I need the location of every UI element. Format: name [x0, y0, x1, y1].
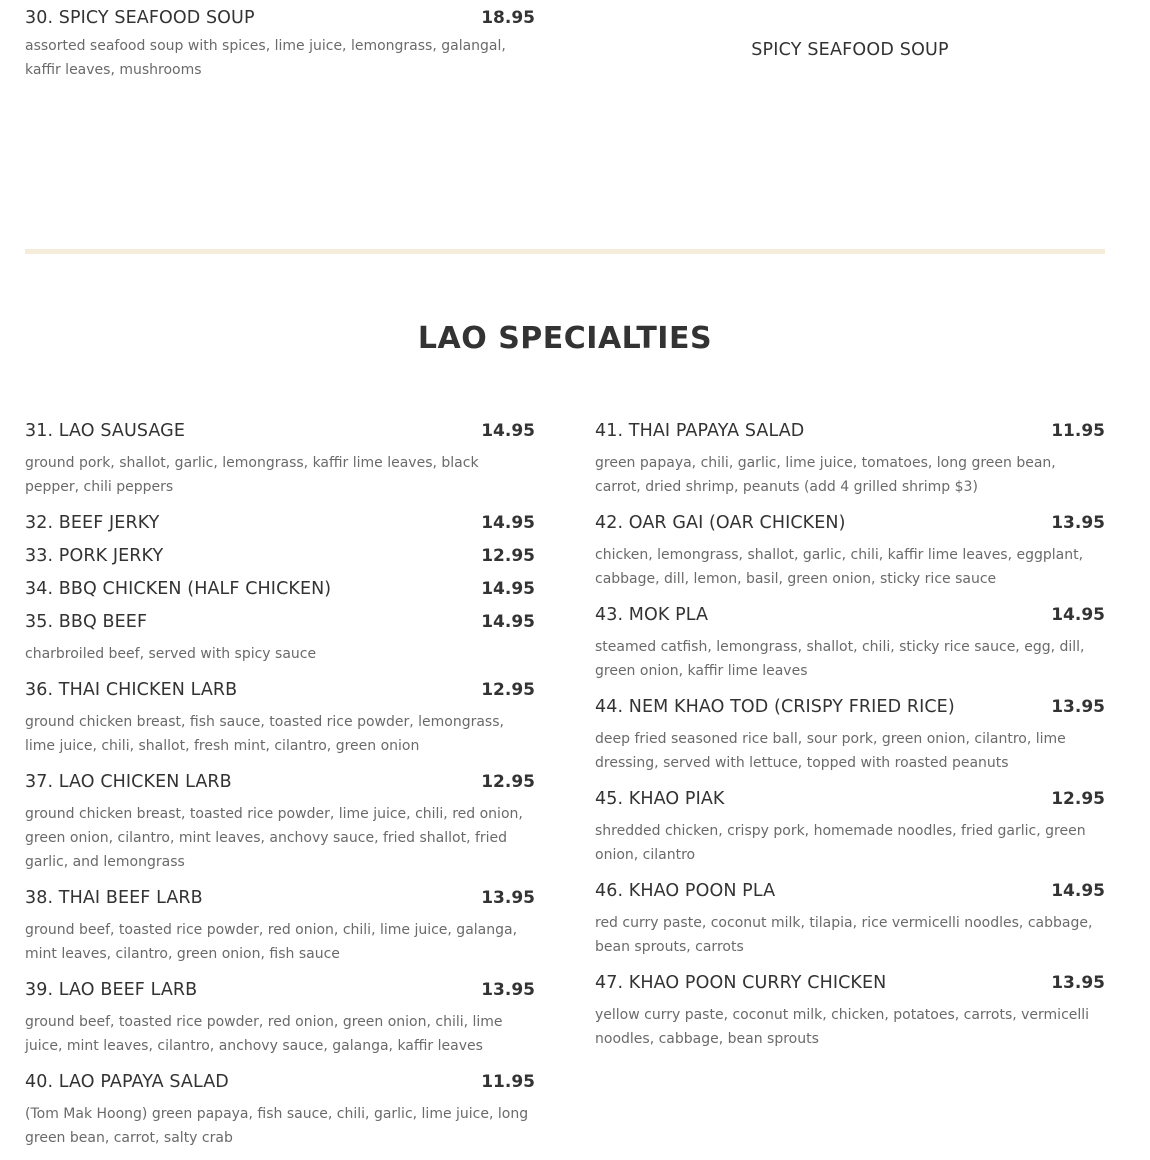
item-price: 14.95	[481, 579, 535, 599]
item-name: 37. LAO CHICKEN LARB	[25, 772, 232, 792]
item-price: 13.95	[1051, 973, 1105, 993]
item-price: 14.95	[481, 612, 535, 632]
menu-item	[25, 542, 535, 570]
item-name: 34. BBQ CHICKEN (HALF CHICKEN)	[25, 579, 332, 599]
item-description: ground beef, toasted rice powder, red onion, chili, lime juice, galanga, mint leaves, cilantro, green onion, fish sauce	[25, 922, 518, 962]
menu-item	[25, 884, 535, 966]
item-header	[595, 693, 1105, 721]
menu-column-right	[595, 417, 1105, 1061]
item-price: 14.95	[481, 513, 535, 533]
item-name: 43. MOK PLA	[595, 605, 709, 625]
item-price: 18.95	[481, 8, 535, 28]
item-header	[25, 676, 535, 704]
item-description: ground pork, shallot, garlic, lemongrass, kaffir lime leaves, black pepper, chili peppers	[25, 455, 479, 495]
item-header	[25, 976, 535, 1004]
featured-dish-caption: SPICY SEAFOOD SOUP	[751, 40, 949, 60]
item-price: 13.95	[1051, 697, 1105, 717]
item-header	[595, 877, 1105, 905]
menu-item	[595, 417, 1105, 499]
menu-item	[595, 785, 1105, 867]
item-header	[25, 768, 535, 796]
item-description: chicken, lemongrass, shallot, garlic, chili, kaffir lime leaves, eggplant, cabbage, dill, lemon, basil, green onion, sticky rice sauce	[595, 547, 1084, 587]
item-price: 14.95	[481, 421, 535, 441]
item-description: assorted seafood soup with spices, lime juice, lemongrass, galangal, kaffir leaves, mushrooms	[25, 38, 506, 78]
item-header	[25, 1068, 535, 1096]
item-name: 47. KHAO POON CURRY CHICKEN	[595, 973, 887, 993]
item-name: 41. THAI PAPAYA SALAD	[595, 421, 805, 441]
item-header	[595, 601, 1105, 629]
item-name: 33. PORK JERKY	[25, 546, 164, 566]
menu-item	[595, 601, 1105, 683]
item-header	[25, 608, 535, 636]
item-name: 39. LAO BEEF LARB	[25, 980, 198, 1000]
section-divider	[25, 249, 1105, 254]
item-header	[595, 969, 1105, 997]
item-description: ground chicken breast, toasted rice powder, lime juice, chili, red onion, green onion, cilantro, mint leaves, anchovy sauce, fried shallot, fried garlic, and lemongrass	[25, 806, 523, 870]
section-title: LAO SPECIALTIES	[417, 321, 713, 356]
item-header	[25, 884, 535, 912]
item-name: 45. KHAO PIAK	[595, 789, 725, 809]
menu-item	[25, 608, 535, 666]
item-name: 31. LAO SAUSAGE	[25, 421, 185, 441]
item-price: 11.95	[481, 1072, 535, 1092]
item-description: red curry paste, coconut milk, tilapia, rice vermicelli noodles, cabbage, bean sprouts, carrots	[595, 915, 1093, 955]
item-header	[595, 785, 1105, 813]
menu-item	[595, 969, 1105, 1051]
item-name: 46. KHAO POON PLA	[595, 881, 776, 901]
item-name: 38. THAI BEEF LARB	[25, 888, 203, 908]
item-price: 12.95	[481, 680, 535, 700]
item-description: green papaya, chili, garlic, lime juice, tomatoes, long green bean, carrot, dried shrimp, peanuts (add 4 grilled shrimp $3)	[595, 455, 1056, 495]
item-header	[25, 509, 535, 537]
item-price: 13.95	[481, 888, 535, 908]
item-header	[25, 542, 535, 570]
menu-item-30	[25, 8, 535, 82]
item-header	[595, 509, 1105, 537]
menu-item	[25, 417, 535, 499]
menu-column-left	[25, 417, 535, 1160]
item-header	[25, 8, 535, 28]
item-price: 11.95	[1051, 421, 1105, 441]
item-description: (Tom Mak Hoong) green papaya, fish sauce, chili, garlic, lime juice, long green bean, carrot, salty crab	[25, 1106, 529, 1146]
item-price: 14.95	[1051, 881, 1105, 901]
item-description: shredded chicken, crispy pork, homemade noodles, fried garlic, green onion, cilantro	[595, 823, 1086, 863]
item-name: 42. OAR GAI (OAR CHICKEN)	[595, 513, 846, 533]
item-name: 35. BBQ BEEF	[25, 612, 148, 632]
item-price: 12.95	[481, 772, 535, 792]
item-name: 30. SPICY SEAFOOD SOUP	[25, 8, 255, 28]
item-price: 14.95	[1051, 605, 1105, 625]
item-description: ground beef, toasted rice powder, red onion, green onion, chili, lime juice, mint leaves, cilantro, anchovy sauce, galanga, kaffir leaves	[25, 1014, 503, 1054]
menu-item	[25, 1068, 535, 1150]
item-name: 32. BEEF JERKY	[25, 513, 160, 533]
menu-item	[595, 877, 1105, 959]
item-description: yellow curry paste, coconut milk, chicken, potatoes, carrots, vermicelli noodles, cabbage, bean sprouts	[595, 1007, 1090, 1047]
item-description: charbroiled beef, served with spicy sauce	[25, 646, 317, 662]
menu-item	[25, 976, 535, 1058]
item-price: 13.95	[1051, 513, 1105, 533]
menu-item	[25, 676, 535, 758]
menu-item	[25, 768, 535, 874]
item-price: 13.95	[481, 980, 535, 1000]
item-header	[25, 417, 535, 445]
item-name: 40. LAO PAPAYA SALAD	[25, 1072, 229, 1092]
item-description: steamed catfish, lemongrass, shallot, chili, sticky rice sauce, egg, dill, green onion, kaffir lime leaves	[595, 639, 1085, 679]
item-price: 12.95	[481, 546, 535, 566]
item-name: 36. THAI CHICKEN LARB	[25, 680, 238, 700]
menu-item	[25, 509, 535, 537]
menu-item	[595, 693, 1105, 775]
item-header	[25, 575, 535, 603]
item-price: 12.95	[1051, 789, 1105, 809]
menu-item	[595, 509, 1105, 591]
item-header	[595, 417, 1105, 445]
item-description: ground chicken breast, fish sauce, toasted rice powder, lemongrass, lime juice, chili, shallot, fresh mint, cilantro, green onion	[25, 714, 504, 754]
item-name: 44. NEM KHAO TOD (CRISPY FRIED RICE)	[595, 697, 955, 717]
item-description: deep fried seasoned rice ball, sour pork, green onion, cilantro, lime dressing, served with lettuce, topped with roasted peanuts	[595, 731, 1066, 771]
menu-item	[25, 575, 535, 603]
